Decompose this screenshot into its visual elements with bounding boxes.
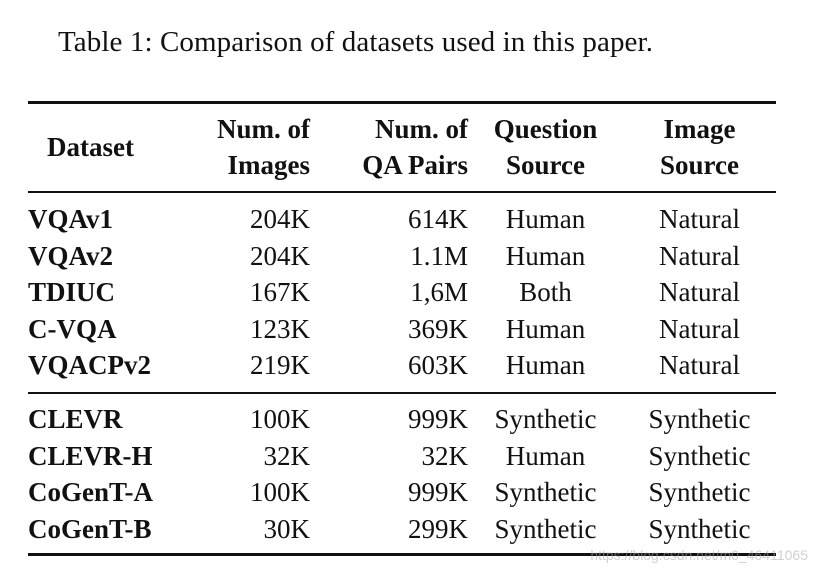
cell-question-source: Synthetic <box>494 513 597 544</box>
header-question-source <box>468 111 623 183</box>
cell-num-images: 204K <box>250 240 310 271</box>
cell-dataset: VQAv2 <box>28 240 113 271</box>
header-question-source-line1: Question <box>493 114 598 144</box>
table-row <box>28 474 776 511</box>
table-row <box>28 347 776 384</box>
header-image-source <box>623 111 776 183</box>
cell-image-source: Synthetic <box>648 404 751 434</box>
table-row <box>28 511 776 548</box>
cell-num-images: 204K <box>250 204 310 234</box>
cell-question-source: Human <box>505 204 586 234</box>
cell-num-qa-pairs: 1,6M <box>410 277 468 307</box>
cell-num-images: 100K <box>250 404 310 434</box>
table-top-rule <box>28 101 776 104</box>
cell-num-qa-pairs: 1.1M <box>410 240 468 271</box>
header-num-qa-pairs <box>310 111 468 183</box>
cell-dataset: CoGenT-A <box>28 477 154 507</box>
table-row <box>28 238 776 275</box>
cell-num-qa-pairs: 603K <box>408 350 468 380</box>
header-image-source-line2: Source <box>660 150 739 180</box>
cell-image-source: Synthetic <box>648 477 751 507</box>
cell-num-images: 32K <box>263 440 310 471</box>
cell-image-source: Natural <box>659 240 740 271</box>
cell-image-source: Natural <box>659 350 740 380</box>
cell-num-qa-pairs: 614K <box>408 204 468 234</box>
cell-image-source: Natural <box>659 277 740 307</box>
header-num-qa-pairs-line2: QA Pairs <box>362 150 468 180</box>
header-dataset: Dataset <box>47 132 134 162</box>
cell-dataset: CLEVR-H <box>28 440 153 471</box>
table-row <box>28 438 776 475</box>
cell-question-source: Human <box>505 440 586 471</box>
table-group-separator <box>28 392 776 394</box>
cell-dataset: CLEVR <box>28 404 123 434</box>
header-num-qa-pairs-line1: Num. of <box>375 114 468 144</box>
cell-dataset: CoGenT-B <box>28 513 152 544</box>
table-row <box>28 311 776 348</box>
cell-question-source: Human <box>505 313 586 344</box>
cell-num-images: 167K <box>250 277 310 307</box>
cell-image-source: Synthetic <box>648 440 751 471</box>
cell-dataset: TDIUC <box>28 277 116 307</box>
cell-image-source: Synthetic <box>648 513 751 544</box>
table-caption: Table 1: Comparison of datasets used in this paper. <box>58 26 654 58</box>
cell-num-qa-pairs: 369K <box>408 313 468 344</box>
table-row <box>28 401 776 438</box>
cell-question-source: Synthetic <box>494 404 597 434</box>
cell-num-qa-pairs: 32K <box>421 440 468 471</box>
cell-num-images: 100K <box>250 477 310 507</box>
cell-num-images: 30K <box>263 513 310 544</box>
table-header <box>28 111 776 183</box>
cell-num-images: 219K <box>250 350 310 380</box>
cell-image-source: Natural <box>659 313 740 344</box>
header-num-images-line1: Num. of <box>217 114 310 144</box>
cell-num-qa-pairs: 299K <box>408 513 468 544</box>
watermark-text: https://blog.csdn.net/m0_46411065 <box>590 547 808 563</box>
table-row <box>28 274 776 311</box>
cell-image-source: Natural <box>659 204 740 234</box>
cell-question-source: Human <box>505 240 586 271</box>
cell-dataset: VQACPv2 <box>28 350 151 380</box>
table-group-natural <box>28 201 776 384</box>
cell-num-images: 123K <box>250 313 310 344</box>
header-num-images <box>178 111 310 183</box>
table-group-synthetic <box>28 401 776 547</box>
cell-question-source: Both <box>519 277 572 307</box>
table-row <box>28 201 776 238</box>
cell-dataset: VQAv1 <box>28 204 113 234</box>
table-header-rule <box>28 191 776 193</box>
header-image-source-line1: Image <box>663 114 736 144</box>
cell-question-source: Human <box>505 350 586 380</box>
cell-dataset: C-VQA <box>28 313 117 344</box>
cell-num-qa-pairs: 999K <box>408 477 468 507</box>
cell-num-qa-pairs: 999K <box>408 404 468 434</box>
header-num-images-line2: Images <box>227 150 310 180</box>
cell-question-source: Synthetic <box>494 477 597 507</box>
header-question-source-line2: Source <box>506 150 585 180</box>
